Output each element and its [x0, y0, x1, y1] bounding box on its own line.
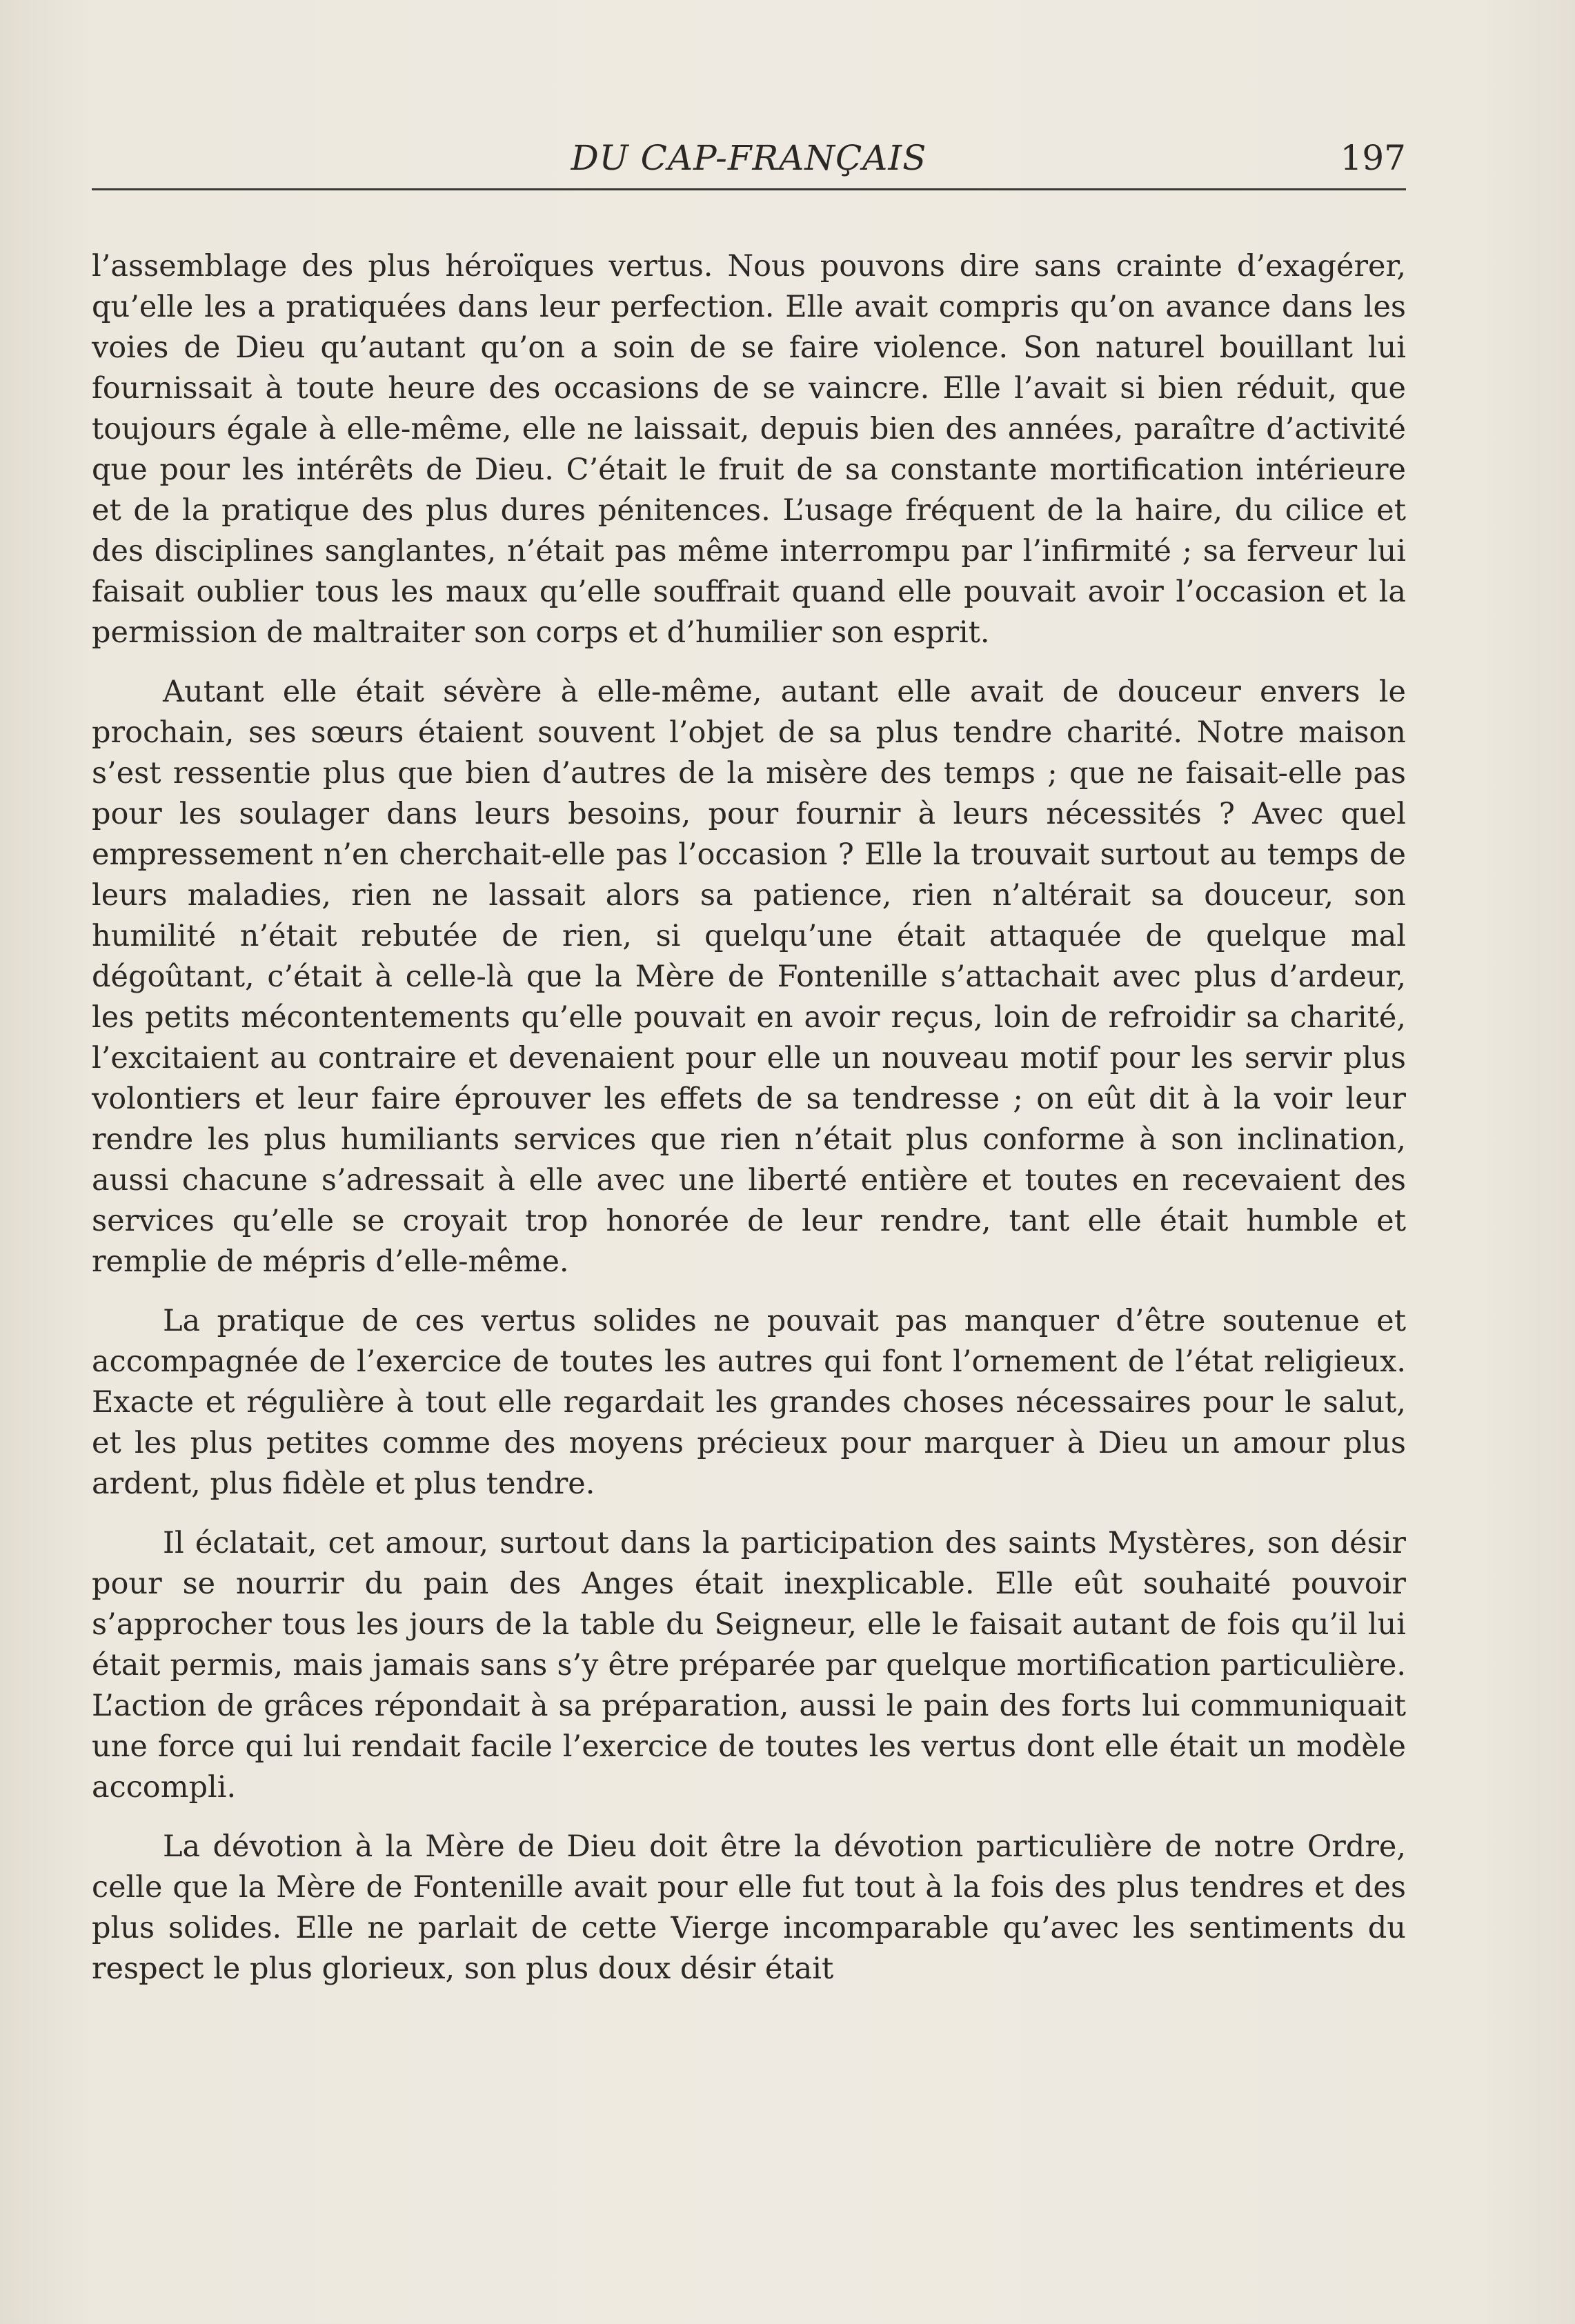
paragraph-1: l’assemblage des plus héroïques vertus. Nous pouvons dire sans crainte d’exagérer, qu’elle les a pratiquées dans leur perfection. Elle avait compris qu’on avance dans les voies de Dieu qu’autant qu’on a soin de se faire violence. Son naturel bouillant lui fournissait à toute heure des occasions de se vaincre. Elle l’avait si bien réduit, que toujours égale à elle-même, elle ne laissait, depuis bien des années, paraître d’activité que pour les intérêts de Dieu. C’était le fruit de sa constante mortification intérieure et de la pratique des plus dures pénitences. L’usage fréquent de la haire, du cilice et des disciplines sanglantes, n’était pas même interrompu par l’infirmité ; sa ferveur lui faisait oublier tous les maux qu’elle souffrait quand elle pouvait avoir l’occasion et la permission de maltraiter son corps et d’humilier son esprit. — [92, 249, 1406, 650]
header-rule — [92, 188, 1406, 190]
paragraph-4: Il éclatait, cet amour, surtout dans la participation des saints Mystères, son désir pour se nourrir du pain des Anges était inexplicable. Elle eût souhaité pouvoir s’approcher tous les jours de la table du Seigneur, elle le faisait autant de fois qu’il lui était permis, mais jamais sans s’y être préparée par quelque mortification particulière. L’action de grâces répondait à sa préparation, aussi le pain des forts lui communiquait une force qui lui rendait facile l’exercice de toutes les vertus dont elle était un modèle accompli. — [92, 1526, 1406, 1805]
paragraph-2: Autant elle était sévère à elle-même, autant elle avait de douceur envers le prochain, ses sœurs étaient souvent l’objet de sa plus tendre charité. Notre maison s’est ressentie plus que bien d’autres de la misère des temps ; que ne faisait-elle pas pour les soulager dans leurs besoins, pour fournir à leurs nécessités ? Avec quel empressement n’en cherchait-elle pas l’occasion ? Elle la trouvait surtout au temps de leurs maladies, rien ne lassait alors sa patience, rien n’altérait sa douceur, son humilité n’était rebutée de rien, si quelqu’une était attaquée de quelque mal dégoûtant, c’était à celle-là que la Mère de Fontenille s’attachait avec plus d’ardeur, les petits mécontentements qu’elle pouvait en avoir reçus, loin de refroidir sa charité, l’excitaient au contraire et devenaient pour elle un nouveau motif pour les servir plus volontiers et leur faire éprouver les effets de sa tendresse ; on eût dit à la voir leur rendre les plus humiliants services que rien n’était plus conforme à son inclination, aussi chacune s’adressait à elle avec une liberté entière et toutes en recevaient des services qu’elle se croyait trop honorée de leur rendre, tant elle était humble et remplie de mépris d’elle-même. — [92, 675, 1406, 1279]
running-title: DU CAP-FRANÇAIS — [571, 138, 927, 178]
running-head — [92, 138, 1406, 186]
body-text — [92, 246, 1406, 2008]
page-number: 197 — [1340, 138, 1406, 178]
paragraph-5: La dévotion à la Mère de Dieu doit être la dévotion particulière de notre Ordre, celle que la Mère de Fontenille avait pour elle fut tout à la fois des plus tendres et des plus solides. Elle ne parlait de cette Vierge incomparable qu’avec les sentiments du respect le plus glorieux, son plus doux désir était — [92, 1829, 1406, 1986]
paragraph-3: La pratique de ces vertus solides ne pouvait pas manquer d’être soutenue et accompagnée de l’exercice de toutes les autres qui font l’ornement de l’état religieux. Exacte et régulière à tout elle regardait les grandes choses nécessaires pour le salut, et les plus petites comme des moyens précieux pour marquer à Dieu un amour plus ardent, plus fidèle et plus tendre. — [92, 1304, 1406, 1501]
